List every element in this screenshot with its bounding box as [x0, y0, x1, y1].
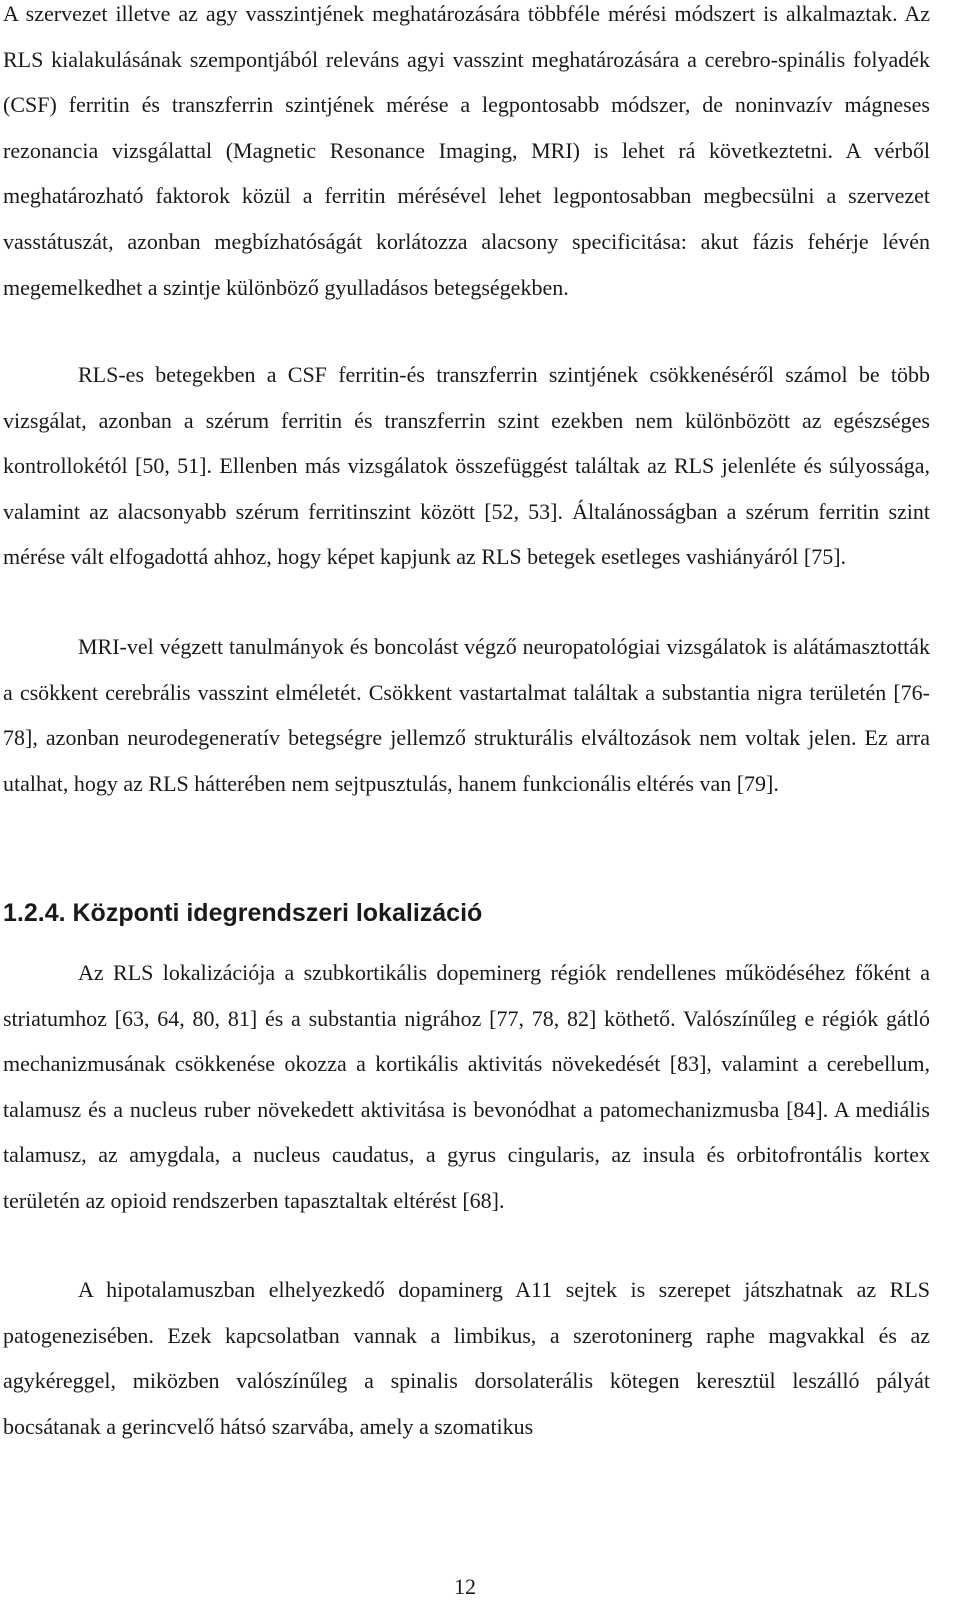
- paragraph-mri-studies: MRI-vel végzett tanulmányok és boncolást végző neuropatológiai vizsgálatok is alátámasztották a csökkent cerebrális vasszint elméletét. Csökkent vastartalmat találtak a substantia nigra területén [76-78], azonban neurodegeneratív betegségre jellemző strukturális elváltozások nem voltak jelen. Ez arra utalhat, hogy az RLS hátterében nem sejtpusztulás, hanem funkcionális eltérés van [79].: [3, 634, 930, 796]
- paragraph-hypothalamus: A hipotalamuszban elhelyezkedő dopaminerg A11 sejtek is szerepet játszhatnak az RLS patogenezisében. Ezek kapcsolatban vannak a limbikus, a szerotoninerg raphe magvakkal és az agykéreggel, miközben valószínűleg a spinalis dorsolaterális kötegen keresztül leszálló pályát bocsátanak a gerincvelő hátsó szarvába, amely a szomatikus: [3, 1277, 930, 1439]
- paragraph-rls-localization: Az RLS lokalizációja a szubkortikális dopeminerg régiók rendellenes működéséhez főként a striatumhoz [63, 64, 80, 81] és a substantia nigrához [77, 78, 82] köthető. Valószínűleg e régiók gátló mechanizmusának csökkenése okozza a kortikális aktivitás növekedését [83], valamint a cerebellum, talamusz és a nucleus ruber növekedett aktivitása is bevonódhat a patomechanizmusba [84]. A mediális talamusz, az amygdala, a nucleus caudatus, a gyrus cingularis, az insula és orbitofrontális kortex területén az opioid rendszerben tapasztaltak eltérést [68].: [3, 960, 930, 1213]
- page-number: 12: [454, 1574, 476, 1599]
- paragraph-iron-measurement: A szervezet illetve az agy vasszintjének meghatározására többféle mérési módszert is alkalmaztak. Az RLS kialakulásának szempontjából releváns agyi vasszint meghatározására a cerebro-spinális folyadék (CSF) ferritin és transzferrin szintjének mérése a legpontosabb módszer, de noninvazív mágneses rezonancia vizsgálattal (Magnetic Resonance Imaging, MRI) is lehet rá következtetni. A vérből meghatározható faktorok közül a ferritin mérésével lehet legpontosabban megbecsülni a szervezet vasstátuszát, azonban megbízhatóságát korlátozza alacsony specificitása: akut fázis fehérje lévén megemelkedhet a szintje különböző gyulladásos betegségekben.: [3, 1, 930, 300]
- section-heading: 1.2.4. Központi idegrendszeri lokalizáció: [3, 899, 483, 927]
- paragraph-csf-ferritin: RLS-es betegekben a CSF ferritin-és transzferrin szintjének csökkenéséről számol be több vizsgálat, azonban a szérum ferritin és transzferrin szint ezekben nem különbözött az egészséges kontrollokétól [50, 51]. Ellenben más vizsgálatok összefüggést találtak az RLS jelenléte és súlyossága, valamint az alacsonyabb szérum ferritinszint között [52, 53]. Általánosságban a szérum ferritin szint mérése vált elfogadottá ahhoz, hogy képet kapjunk az RLS betegek esetleges vashiányáról [75].: [3, 362, 930, 570]
